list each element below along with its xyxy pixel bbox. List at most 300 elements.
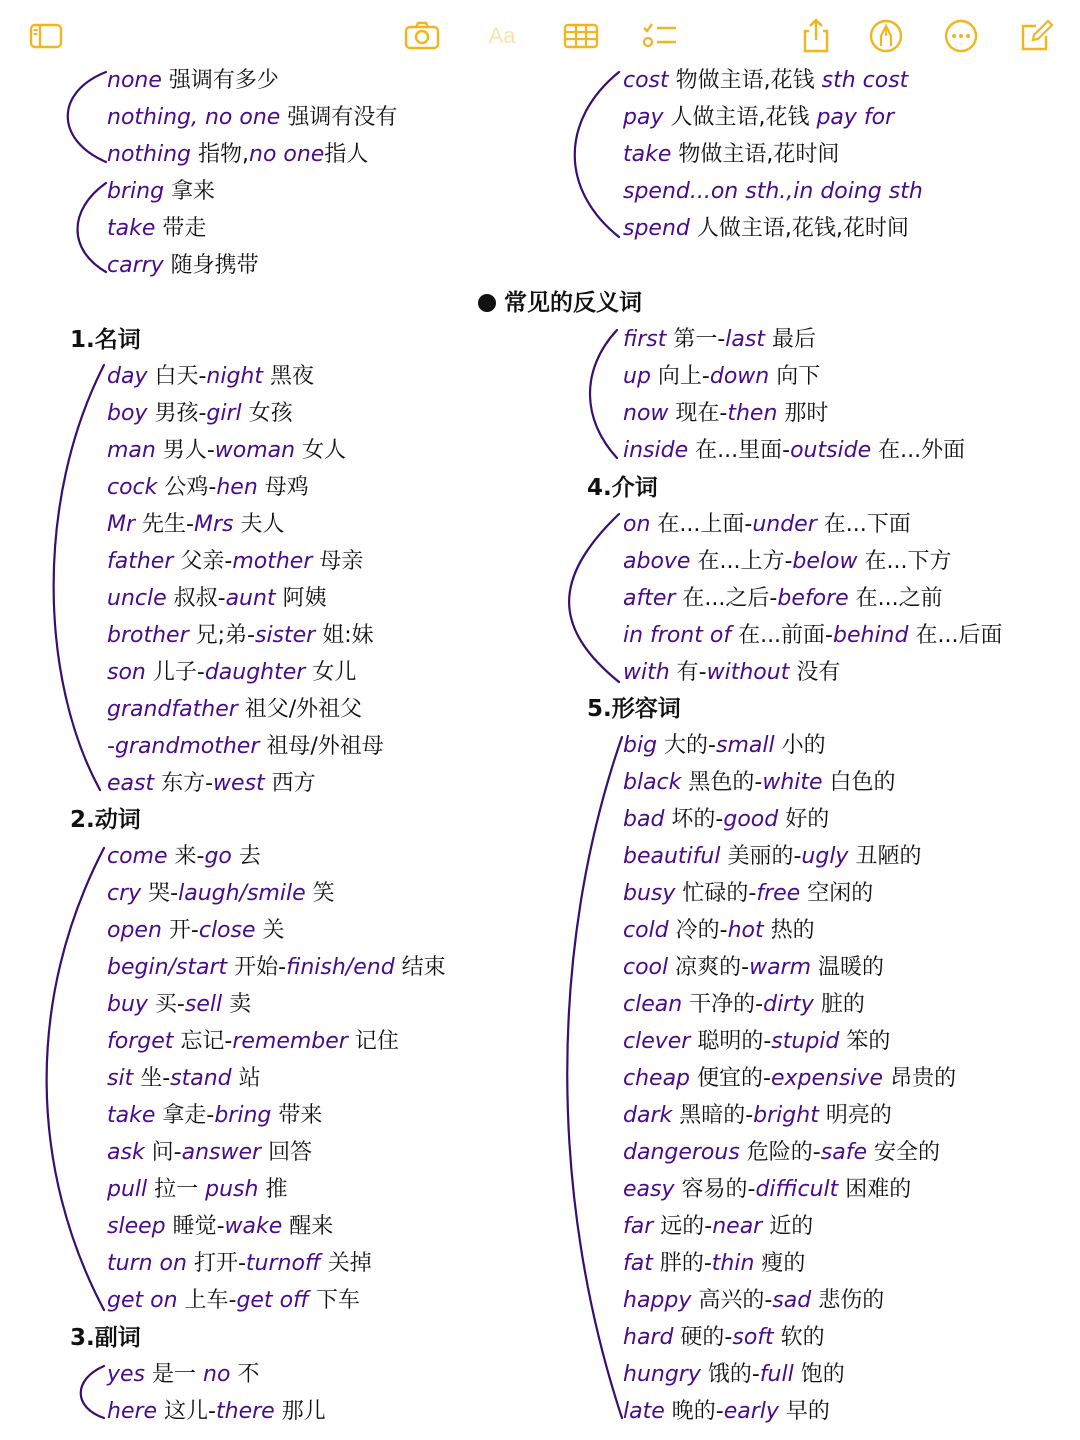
english-word: man	[107, 438, 156, 463]
chinese-meaning: 凉爽的-	[668, 955, 750, 980]
antonym-pair-line	[623, 1212, 813, 1242]
chinese-meaning: 在...下面	[816, 512, 911, 537]
chinese-meaning: 在...后面	[908, 623, 1003, 648]
english-word: before	[777, 586, 849, 611]
antonym-pair-line	[623, 990, 865, 1020]
english-word: no	[203, 1362, 231, 1387]
english-word: grandfather	[107, 697, 238, 722]
bracket-none-group	[68, 72, 106, 162]
chinese-meaning: 这儿-	[157, 1399, 216, 1424]
chinese-meaning: 向上-	[650, 364, 710, 389]
english-word: outside	[790, 438, 872, 463]
chinese-meaning: 硬的-	[673, 1325, 733, 1350]
chinese-meaning: 第一-	[666, 327, 726, 352]
english-word: hard	[623, 1325, 674, 1350]
chinese-meaning: 向下	[769, 364, 821, 389]
chinese-meaning: 黑色的-	[681, 770, 763, 795]
antonym-pair-line	[107, 584, 327, 614]
antonym-pair-line	[107, 1101, 322, 1131]
antonym-pair-line	[623, 879, 873, 909]
antonym-pair-line	[107, 510, 284, 540]
chinese-meaning: 胖的-	[652, 1251, 712, 1276]
english-word: finish/end	[286, 955, 395, 980]
adjectives-heading: 5.形容词	[587, 696, 681, 722]
chinese-meaning: 忙碌的-	[675, 881, 757, 906]
english-word: ask	[107, 1140, 145, 1165]
word-line: pay 人做主语,花钱 pay for	[623, 105, 895, 130]
english-word: ugly	[801, 844, 849, 869]
chinese-meaning: 饱的	[793, 1362, 845, 1387]
word-line: carry 随身携带	[107, 253, 259, 278]
chinese-meaning: 安全的	[866, 1140, 940, 1165]
english-word: son	[107, 660, 146, 685]
chinese-meaning: 带来	[271, 1103, 323, 1128]
english-word: dangerous	[623, 1140, 740, 1165]
chinese-meaning: 母鸡	[257, 475, 309, 500]
english-word: woman	[214, 438, 296, 463]
antonym-pair-line	[623, 547, 951, 577]
english-word: east	[107, 771, 155, 796]
chinese-meaning: 西方	[264, 771, 316, 796]
english-word: sleep	[107, 1214, 166, 1239]
english-word: buy	[107, 992, 148, 1017]
english-word: hungry	[623, 1362, 701, 1387]
english-word: Mr	[107, 512, 136, 537]
english-word: Mrs	[193, 512, 234, 537]
english-word: uncle	[107, 586, 167, 611]
english-word: sister	[254, 623, 316, 648]
english-word: full	[759, 1362, 794, 1387]
english-word: clean	[623, 992, 683, 1017]
english-word: remember	[232, 1029, 348, 1054]
antonym-pair-line	[623, 953, 884, 983]
antonym-pair-line	[107, 1286, 360, 1316]
antonym-pair-line	[107, 695, 362, 725]
word-line: take 带走	[107, 216, 207, 241]
chinese-meaning: 脏的	[813, 992, 865, 1017]
english-word: bright	[753, 1103, 819, 1128]
chinese-meaning: 哭-	[141, 881, 179, 906]
english-word: above	[623, 549, 691, 574]
chinese-meaning: 祖父/外祖父	[237, 697, 363, 722]
english-word: open	[107, 918, 162, 943]
chinese-meaning: 来-	[167, 844, 205, 869]
antonym-pair-line	[623, 621, 1002, 651]
chinese-meaning: 温暖的	[811, 955, 885, 980]
bracket-cost-group	[575, 72, 619, 237]
english-word: good	[723, 807, 779, 832]
english-word: go	[204, 844, 232, 869]
bracket-nouns	[54, 365, 104, 790]
chinese-meaning: 在...之前	[848, 586, 943, 611]
english-word: come	[107, 844, 168, 869]
english-word: white	[762, 770, 823, 795]
chinese-meaning: 女儿	[305, 660, 357, 685]
english-word: first	[623, 327, 667, 352]
english-word: difficult	[755, 1177, 839, 1202]
antonym-pair-line	[623, 362, 820, 392]
english-word: big	[623, 733, 658, 758]
antonym-pair-line	[107, 1249, 372, 1279]
chinese-meaning: 记住	[347, 1029, 399, 1054]
english-word: near	[712, 1214, 763, 1239]
english-word: fat	[623, 1251, 653, 1276]
chinese-meaning: 男人-	[155, 438, 215, 463]
chinese-meaning: 睡觉-	[165, 1214, 225, 1239]
english-word: take	[107, 1103, 156, 1128]
chinese-meaning: 冷的-	[668, 918, 728, 943]
chinese-meaning: 先生-	[135, 512, 194, 537]
chinese-meaning: 儿子-	[145, 660, 205, 685]
chinese-meaning: 拉一	[147, 1177, 206, 1202]
chinese-meaning: 坐-	[133, 1066, 171, 1091]
word-line: spend 人做主语,花钱,花时间	[623, 216, 909, 241]
chinese-meaning: 明亮的	[818, 1103, 892, 1128]
chinese-meaning: 回答	[261, 1140, 313, 1165]
antonym-pair-line	[623, 1027, 890, 1057]
antonym-pair-line	[107, 1212, 333, 1242]
antonym-pair-line	[107, 436, 346, 466]
word-line: none 强调有多少	[107, 68, 279, 93]
english-word: on	[623, 512, 651, 537]
chinese-meaning: 在...里面-	[688, 438, 791, 463]
english-word: after	[623, 586, 676, 611]
english-word: night	[206, 364, 263, 389]
chinese-meaning: 站	[231, 1066, 261, 1091]
english-word: wake	[224, 1214, 283, 1239]
english-word: then	[727, 401, 778, 426]
english-word: turn on	[107, 1251, 187, 1276]
english-word: girl	[206, 401, 242, 426]
chinese-meaning: 干净的-	[682, 992, 764, 1017]
chinese-meaning: 好的	[778, 807, 830, 832]
english-word: answer	[181, 1140, 262, 1165]
chinese-meaning: 远的-	[653, 1214, 713, 1239]
english-word: cheap	[623, 1066, 691, 1091]
english-word: beautiful	[623, 844, 721, 869]
english-word: up	[623, 364, 651, 389]
chinese-meaning: 女孩	[241, 401, 293, 426]
antonyms-heading: 常见的反义词	[478, 288, 642, 318]
antonym-pair-line	[623, 1138, 940, 1168]
chinese-meaning: 小的	[774, 733, 826, 758]
verbs-heading: 2.动词	[70, 807, 141, 833]
chinese-meaning: 黑夜	[263, 364, 314, 389]
chinese-meaning: 打开-	[186, 1251, 246, 1276]
word-line: bring 拿来	[107, 179, 216, 204]
chinese-meaning: 容易的-	[674, 1177, 756, 1202]
english-word: -grandmother	[107, 734, 260, 759]
english-word: day	[107, 364, 148, 389]
antonym-pair-line	[107, 732, 384, 762]
chinese-meaning: 夫人	[233, 512, 285, 537]
english-word: happy	[623, 1288, 692, 1313]
english-word: sit	[107, 1066, 134, 1091]
chinese-meaning: 问-	[144, 1140, 182, 1165]
antonym-pair-line	[107, 399, 293, 429]
chinese-meaning: 美丽的-	[720, 844, 802, 869]
chinese-meaning: 软的	[773, 1325, 825, 1350]
chinese-meaning: 大的-	[657, 733, 716, 758]
chinese-meaning: 那时	[777, 401, 829, 426]
english-word: pull	[107, 1177, 148, 1202]
antonym-pair-line	[107, 953, 446, 983]
chinese-meaning: 悲伤的	[811, 1288, 885, 1313]
chinese-meaning: 女人	[295, 438, 347, 463]
chinese-meaning: 那儿	[274, 1399, 326, 1424]
english-word: begin/start	[107, 955, 228, 980]
chinese-meaning: 去	[231, 844, 261, 869]
english-word: hot	[727, 918, 764, 943]
chinese-meaning: 最后	[764, 327, 816, 352]
english-word: get on	[107, 1288, 178, 1313]
english-word: thin	[711, 1251, 755, 1276]
english-word: cry	[107, 881, 142, 906]
chinese-meaning: 开-	[161, 918, 199, 943]
english-word: mother	[232, 549, 313, 574]
english-word: yes	[107, 1362, 146, 1387]
chinese-meaning: 公鸡-	[157, 475, 217, 500]
english-word: expensive	[770, 1066, 884, 1091]
english-word: turnoff	[245, 1251, 321, 1276]
text-format-icon[interactable]: Aa	[488, 23, 516, 48]
english-word: stand	[170, 1066, 232, 1091]
english-word: busy	[623, 881, 676, 906]
antonym-pair-line	[107, 879, 335, 909]
chinese-meaning: 关	[255, 918, 285, 943]
chinese-meaning: 不	[230, 1362, 260, 1387]
table-icon[interactable]	[561, 16, 601, 56]
english-word: get off	[236, 1288, 309, 1313]
word-line: nothing 指物,no one指人	[107, 142, 369, 167]
antonym-pair-line	[623, 916, 815, 946]
english-word: sad	[772, 1288, 812, 1313]
chinese-meaning: 祖母/外祖母	[259, 734, 384, 759]
antonym-pair-line	[623, 1064, 956, 1094]
english-word: down	[709, 364, 770, 389]
antonym-pair-line	[623, 768, 896, 798]
prepositions-heading: 4.介词	[587, 475, 658, 501]
antonym-pair-line	[623, 1249, 805, 1279]
chinese-meaning: 拿走-	[155, 1103, 215, 1128]
antonym-pair-line	[623, 1175, 911, 1205]
english-word: bad	[623, 807, 665, 832]
english-word: hen	[216, 475, 258, 500]
chinese-meaning: 聪明的-	[690, 1029, 772, 1054]
antonym-pair-line	[107, 1064, 261, 1094]
chinese-meaning: 在...上方-	[690, 549, 793, 574]
english-word: daughter	[204, 660, 306, 685]
bracket-adverbs	[81, 1366, 104, 1418]
chinese-meaning: 兄;弟-	[188, 623, 255, 648]
nouns-heading: 1.名词	[70, 327, 141, 353]
english-word: small	[715, 733, 775, 758]
chinese-meaning: 饿的-	[700, 1362, 760, 1387]
chinese-meaning: 在...下方	[857, 549, 952, 574]
chinese-meaning: 上车-	[177, 1288, 237, 1313]
english-word: last	[725, 327, 765, 352]
antonym-pair-line	[107, 473, 309, 503]
bracket-adverbs-cont	[590, 330, 617, 458]
camera-icon[interactable]	[402, 16, 442, 56]
antonym-pair-line	[107, 1138, 312, 1168]
english-word: dark	[623, 1103, 673, 1128]
chinese-meaning: 坏的-	[664, 807, 724, 832]
antonym-pair-line	[623, 584, 943, 614]
bracket-prepositions	[569, 514, 619, 682]
antonym-pair-line	[107, 621, 374, 651]
antonym-pair-line	[107, 362, 314, 392]
bracket-bring-group	[78, 183, 107, 272]
chinese-meaning: 危险的-	[739, 1140, 821, 1165]
chinese-meaning: 姐:妹	[315, 623, 374, 648]
chinese-meaning: 是一	[145, 1362, 204, 1387]
chinese-meaning: 在...上面-	[650, 512, 753, 537]
chinese-meaning: 结束	[394, 955, 446, 980]
english-word: cock	[107, 475, 158, 500]
english-word: warm	[749, 955, 812, 980]
antonym-pair-line	[623, 399, 828, 429]
english-word: easy	[623, 1177, 675, 1202]
chinese-meaning: 白天-	[147, 364, 207, 389]
chinese-meaning: 在...前面-	[731, 623, 833, 648]
english-word: behind	[833, 623, 909, 648]
antonym-pair-line	[623, 325, 816, 355]
english-word: black	[623, 770, 682, 795]
chinese-meaning: 笑	[305, 881, 335, 906]
english-word: brother	[107, 623, 189, 648]
english-word: with	[623, 660, 670, 685]
compose-icon[interactable]	[1016, 16, 1056, 56]
english-word: aunt	[225, 586, 276, 611]
english-word: bring	[214, 1103, 272, 1128]
chinese-meaning: 现在-	[668, 401, 728, 426]
english-word: stupid	[771, 1029, 840, 1054]
bracket-adjectives	[567, 737, 622, 1418]
chinese-meaning: 在...外面	[871, 438, 966, 463]
antonym-pair-line	[107, 842, 261, 872]
english-word: laugh/smile	[178, 881, 306, 906]
english-word: safe	[820, 1140, 867, 1165]
word-line: take 物做主语,花时间	[623, 142, 840, 167]
chinese-meaning: 男孩-	[147, 401, 207, 426]
chinese-meaning: 父亲-	[173, 549, 233, 574]
chinese-meaning: 白色的	[822, 770, 896, 795]
chinese-meaning: 空闲的	[800, 881, 874, 906]
antonym-pair-line	[623, 842, 921, 872]
bullet-dot	[478, 294, 496, 312]
chinese-meaning: 推	[258, 1177, 288, 1202]
markup-pen-icon[interactable]	[866, 16, 906, 56]
chinese-meaning: 高兴的-	[691, 1288, 773, 1313]
antonym-pair-line	[623, 805, 829, 835]
english-word: inside	[623, 438, 689, 463]
chinese-meaning: 阿姨	[275, 586, 327, 611]
english-word: push	[205, 1177, 259, 1202]
chinese-meaning: 关掉	[320, 1251, 372, 1276]
chinese-meaning: 醒来	[282, 1214, 334, 1239]
antonym-pair-line	[623, 731, 826, 761]
antonym-pair-line	[623, 1101, 892, 1131]
english-word: early	[723, 1399, 779, 1424]
antonym-pair-line	[107, 769, 316, 799]
notes-toolbar	[0, 0, 1080, 70]
antonym-pair-line	[107, 1360, 259, 1390]
chinese-meaning: 下车	[308, 1288, 360, 1313]
more-icon[interactable]	[941, 16, 981, 56]
antonym-pair-line	[623, 658, 840, 688]
chinese-meaning: 母亲	[312, 549, 364, 574]
antonym-pair-line	[623, 1323, 825, 1353]
antonym-pair-line	[107, 1175, 287, 1205]
english-word: west	[213, 771, 265, 796]
antonym-pair-line	[107, 547, 363, 577]
checklist-icon[interactable]	[640, 16, 680, 56]
chinese-meaning: 买-	[147, 992, 185, 1017]
english-word: dirty	[763, 992, 814, 1017]
share-icon[interactable]	[796, 16, 836, 56]
antonym-pair-line	[107, 916, 285, 946]
english-word: below	[792, 549, 858, 574]
english-word: sell	[184, 992, 223, 1017]
antonym-pair-line	[107, 990, 251, 1020]
english-word: boy	[107, 401, 148, 426]
word-line: spend...on sth.,in doing sth	[623, 179, 923, 204]
english-word: close	[198, 918, 256, 943]
chinese-meaning: 叔叔-	[166, 586, 226, 611]
chinese-meaning: 热的	[763, 918, 815, 943]
english-word: now	[623, 401, 669, 426]
chinese-meaning: 有-	[669, 660, 707, 685]
antonym-pair-line	[623, 510, 911, 540]
chinese-meaning: 没有	[789, 660, 841, 685]
english-word: father	[107, 549, 174, 574]
antonym-pair-line	[623, 1360, 845, 1390]
chinese-meaning: 卖	[222, 992, 252, 1017]
antonym-pair-line	[107, 1397, 326, 1427]
antonym-pair-line	[623, 1286, 884, 1316]
english-word: clever	[623, 1029, 691, 1054]
chinese-meaning: 晚的-	[664, 1399, 724, 1424]
word-line: nothing, no one 强调有没有	[107, 105, 398, 130]
english-word: late	[623, 1399, 665, 1424]
chinese-meaning: 昂贵的	[883, 1066, 957, 1091]
sidebar-icon[interactable]	[26, 16, 66, 56]
adverbs-heading: 3.副词	[70, 1325, 141, 1351]
english-word: far	[623, 1214, 654, 1239]
english-word: cool	[623, 955, 669, 980]
english-word: here	[107, 1399, 158, 1424]
chinese-meaning: 开始-	[227, 955, 287, 980]
chinese-meaning: 丑陋的	[848, 844, 922, 869]
english-word: in front of	[623, 623, 732, 648]
chinese-meaning: 黑暗的-	[672, 1103, 754, 1128]
english-word: soft	[732, 1325, 774, 1350]
chinese-meaning: 早的	[778, 1399, 830, 1424]
english-word: under	[752, 512, 817, 537]
chinese-meaning: 忘记-	[173, 1029, 233, 1054]
english-word: forget	[107, 1029, 174, 1054]
chinese-meaning: 东方-	[154, 771, 214, 796]
chinese-meaning: 笨的	[839, 1029, 891, 1054]
chinese-meaning: 便宜的-	[690, 1066, 771, 1091]
english-word: free	[756, 881, 801, 906]
antonym-pair-line	[623, 436, 965, 466]
bracket-verbs	[47, 848, 104, 1310]
antonym-pair-line	[623, 1397, 830, 1427]
chinese-meaning: 困难的	[838, 1177, 912, 1202]
antonym-pair-line	[107, 658, 356, 688]
